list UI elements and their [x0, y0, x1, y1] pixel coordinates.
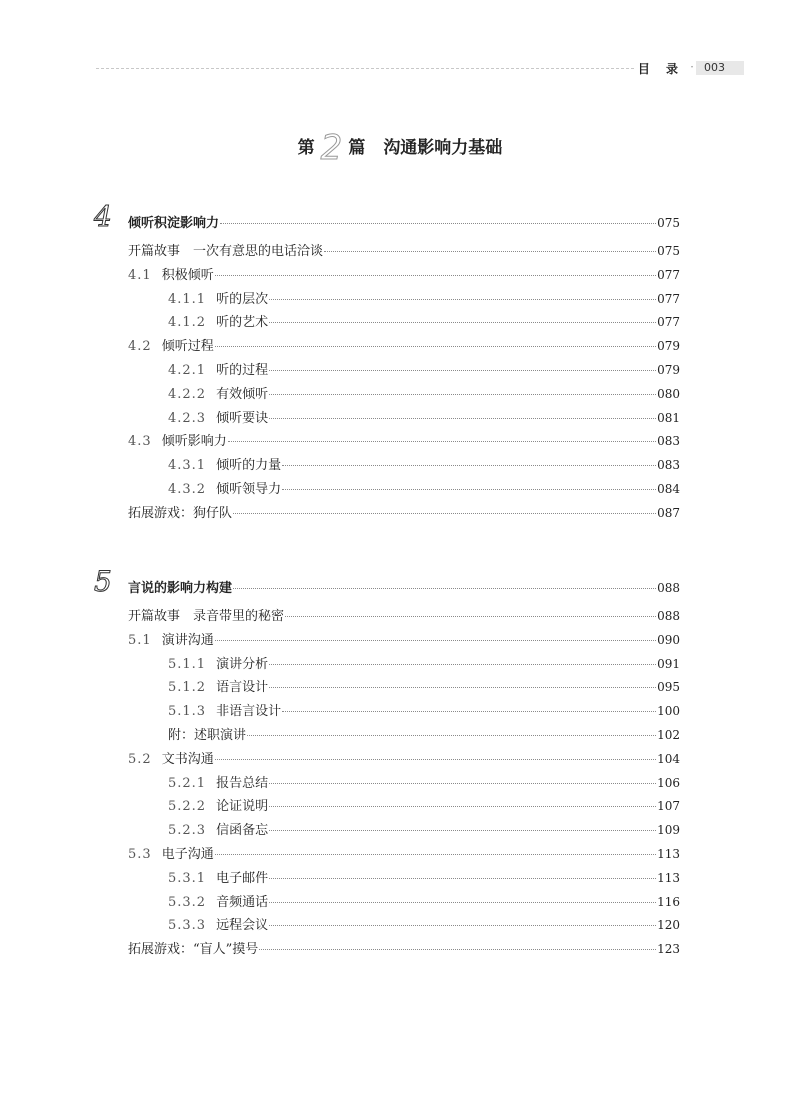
header-title: 目 录 [637, 62, 684, 76]
entry-label: 拓展游戏：“盲人”摸号 [128, 942, 259, 958]
running-header [96, 60, 744, 76]
entry-label: 演讲分析 [216, 656, 269, 672]
subsection-entry[interactable] [168, 724, 680, 746]
entry-number: 4.3.1 [168, 458, 207, 474]
page-number: 106 [657, 775, 680, 790]
entry-label: 演讲沟通 [161, 632, 214, 648]
section-entry[interactable] [128, 843, 680, 865]
entry-label: 论证说明 [216, 799, 269, 815]
page-number: 090 [657, 632, 680, 647]
dot-leader [269, 664, 656, 665]
entry-label: 非语言设计 [216, 704, 282, 720]
entry-number: 4.2.1 [168, 363, 207, 378]
entry-label: 倾听过程 [161, 339, 214, 355]
entry-label: 倾听的力量 [216, 458, 282, 474]
entry-number: 5.1 [128, 632, 152, 648]
entry-label: 文书沟通 [161, 751, 214, 767]
dot-leader [269, 878, 656, 879]
subsection-entry[interactable] [168, 454, 680, 476]
subsection-entry[interactable] [168, 676, 680, 698]
section-entry[interactable] [128, 264, 680, 286]
chapter-entry[interactable] [128, 212, 680, 234]
dot-leader [269, 687, 656, 688]
page-number: 077 [657, 291, 680, 306]
dot-leader [269, 902, 656, 903]
dot-leader [269, 299, 656, 300]
entry-label: 拓展游戏：狗仔队 [128, 505, 233, 521]
subsection-entry[interactable] [168, 359, 680, 381]
dot-leader [324, 251, 656, 252]
subsection-entry[interactable] [168, 653, 680, 675]
entry-number: 5.3.1 [168, 870, 207, 886]
entry-label: 倾听要诀 [216, 410, 269, 426]
section-entry[interactable] [128, 605, 680, 627]
entry-number: 5.2.3 [168, 823, 207, 839]
dot-leader [282, 711, 656, 712]
entry-label: 电子邮件 [216, 870, 269, 886]
part-number: 2 [320, 128, 343, 168]
entry-number: 4.3 [128, 434, 152, 450]
entry-number: 5.2.2 [168, 799, 207, 815]
dot-leader [215, 346, 656, 347]
part-title [0, 128, 800, 168]
dot-leader [259, 949, 656, 950]
entry-label: 倾听领导力 [216, 482, 282, 497]
page-number: 087 [657, 505, 680, 520]
entry-label: 音频通话 [216, 894, 269, 910]
page-number: 113 [657, 870, 680, 885]
page-number: 102 [657, 728, 680, 742]
entry-label: 开篇故事 录音带里的秘密 [128, 609, 285, 624]
dot-leader [269, 830, 656, 831]
header-rule [96, 68, 634, 69]
page-number: 120 [657, 918, 680, 933]
subsection-entry[interactable] [168, 891, 680, 913]
dot-leader [269, 783, 656, 784]
entry-number: 4.1 [128, 267, 152, 283]
entry-label: 语言设计 [216, 680, 269, 696]
entry-label: 电子沟通 [161, 847, 214, 862]
part-suffix: 篇 [348, 138, 366, 158]
subsection-entry[interactable] [168, 383, 680, 405]
dot-leader [269, 394, 656, 395]
page-number: 079 [657, 339, 680, 354]
part-prefix: 第 [297, 138, 315, 158]
section-entry[interactable] [128, 629, 680, 651]
section-entry[interactable] [128, 938, 680, 960]
dot-leader [269, 370, 656, 371]
section-entry[interactable] [128, 502, 680, 524]
entry-label: 听的艺术 [216, 315, 269, 331]
entry-number: 5.3.2 [168, 894, 207, 910]
page-number: 081 [657, 410, 680, 425]
dot-leader [228, 441, 656, 442]
page-number: 077 [657, 267, 680, 282]
chapter-number: 4 [94, 200, 112, 233]
subsection-entry[interactable] [168, 311, 680, 333]
dot-leader [269, 806, 656, 807]
page-number: 077 [657, 315, 680, 330]
subsection-entry[interactable] [168, 914, 680, 936]
entry-number: 5.3 [128, 847, 152, 862]
page-number: 084 [657, 482, 680, 496]
dot-leader [215, 640, 656, 641]
entry-number: 5.2.1 [168, 775, 207, 791]
entry-label: 听的过程 [216, 363, 269, 378]
entry-number: 4.1.2 [168, 315, 207, 331]
subsection-entry[interactable] [168, 288, 680, 310]
dot-leader [233, 513, 656, 514]
section-entry[interactable] [128, 748, 680, 770]
page-number: 100 [657, 704, 680, 719]
part-name: 沟通影响力基础 [383, 138, 503, 158]
page-number: 123 [657, 942, 680, 957]
subsection-entry[interactable] [168, 867, 680, 889]
entry-number: 4.1.1 [168, 291, 207, 307]
subsection-entry[interactable] [168, 478, 680, 500]
chapter-title: 倾听积淀影响力 [128, 216, 220, 231]
page-number: 088 [657, 581, 680, 595]
entry-label: 远程会议 [216, 918, 269, 934]
page-number: 109 [657, 823, 680, 838]
dot-leader [285, 616, 656, 617]
page-number: 088 [657, 609, 680, 623]
entry-label: 有效倾听 [216, 386, 269, 402]
page-number: 104 [657, 751, 680, 766]
page-number: 083 [657, 434, 680, 449]
subsection-entry[interactable] [168, 819, 680, 841]
entry-number: 4.2 [128, 339, 152, 355]
subsection-entry[interactable] [168, 407, 680, 429]
dot-leader [220, 223, 656, 224]
page-number: 116 [657, 894, 680, 909]
dot-leader [282, 465, 656, 466]
page-number: 095 [657, 680, 680, 695]
chapter-number: 5 [94, 565, 112, 598]
dot-leader [215, 275, 656, 276]
dot-leader [233, 588, 656, 589]
section-entry[interactable] [128, 240, 680, 262]
dot-leader [215, 759, 656, 760]
subsection-entry[interactable] [168, 700, 680, 722]
subsection-entry[interactable] [168, 795, 680, 817]
dot-leader [282, 489, 656, 490]
dot-leader [269, 925, 656, 926]
section-entry[interactable] [128, 335, 680, 357]
entry-number: 5.2 [128, 751, 152, 767]
section-entry[interactable] [128, 430, 680, 452]
dot-leader [269, 322, 656, 323]
dot-leader [247, 735, 656, 736]
header-page-number: 003 [696, 61, 744, 75]
dot-leader [215, 854, 656, 855]
page-number: 113 [657, 847, 680, 861]
page-number: 079 [657, 363, 680, 377]
page-number: 075 [657, 216, 680, 230]
entry-label: 信函备忘 [216, 823, 269, 839]
page-number: 075 [657, 244, 680, 258]
entry-label: 报告总结 [216, 775, 269, 791]
entry-number: 5.1.3 [168, 704, 207, 720]
page-number: 107 [657, 799, 680, 814]
entry-number: 5.1.2 [168, 680, 207, 696]
entry-number: 5.3.3 [168, 918, 207, 934]
entry-number: 4.3.2 [168, 482, 207, 497]
page-number: 080 [657, 386, 680, 401]
entry-number: 4.2.2 [168, 386, 207, 402]
entry-number: 4.2.3 [168, 410, 207, 426]
entry-number: 5.1.1 [168, 656, 207, 672]
header-separator: · [690, 60, 694, 74]
entry-label: 倾听影响力 [161, 434, 227, 450]
entry-label: 积极倾听 [161, 267, 214, 283]
chapter-title: 言说的影响力构建 [128, 581, 233, 596]
page-number: 091 [657, 656, 680, 671]
subsection-entry[interactable] [168, 772, 680, 794]
dot-leader [269, 418, 656, 419]
entry-label: 听的层次 [216, 291, 269, 307]
page-number: 083 [657, 458, 680, 473]
entry-label: 附：述职演讲 [168, 728, 247, 743]
chapter-entry[interactable] [128, 577, 680, 599]
entry-label: 开篇故事 一次有意思的电话洽谈 [128, 244, 324, 259]
